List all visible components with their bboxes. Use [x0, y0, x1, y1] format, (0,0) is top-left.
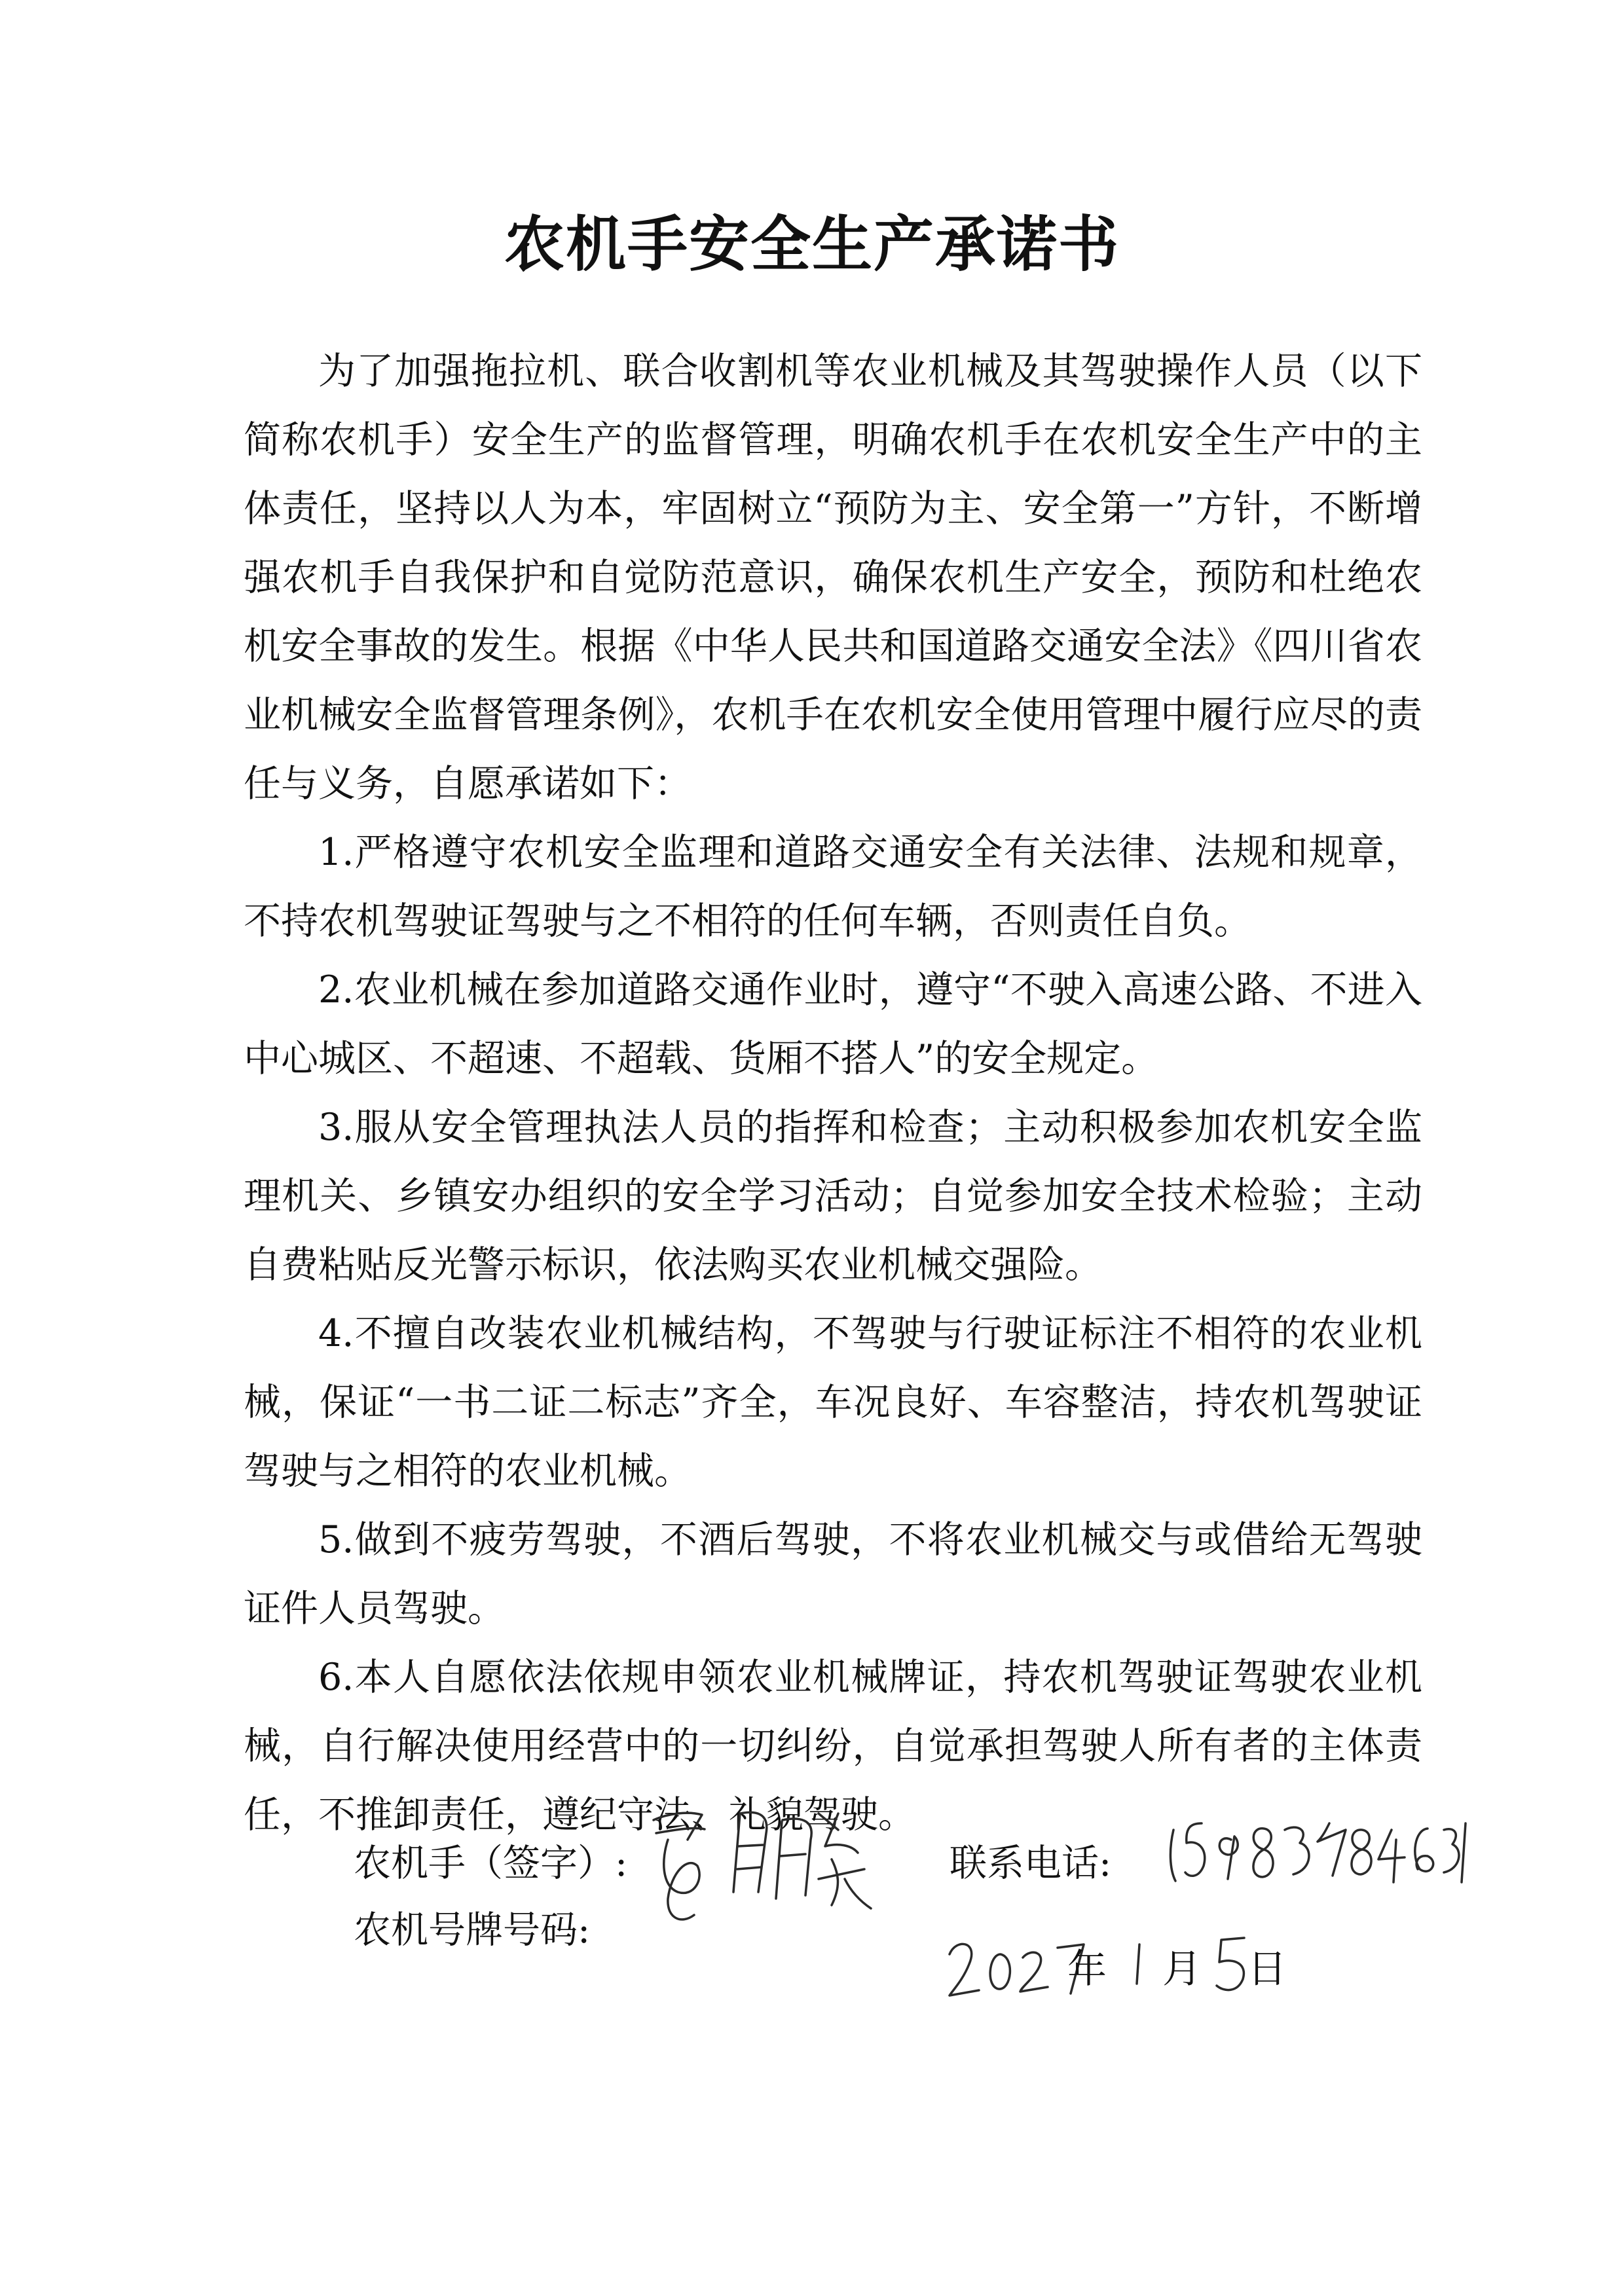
commitment-item-6: 6.本人自愿依法依规申领农业机械牌证，持农机驾驶证驾驶农业机械，自行解决使用经营中的一切纠纷，自觉承担驾驶人所有者的主体责任，不推卸责任，遵纪守法、礼貌驾驶。 — [244, 1656, 1422, 1836]
date-month-unit: 月 — [1162, 1946, 1202, 1992]
document-title: 农机手安全生产承诺书 — [504, 210, 1120, 280]
date-year-unit: 年 — [1067, 1946, 1107, 1992]
handwritten-day — [1205, 1922, 1264, 2000]
commitment-item-2: 2.农业机械在参加道路交通作业时，遵守“不驶入高速公路、不进入中心城区、不超速、不超载、货厢不搭人”的安全规定。 — [244, 968, 1422, 1080]
handwritten-year — [943, 1918, 1094, 2003]
commitment-item-4: 4.不擅自改装农业机械结构，不驾驶与行驶证标注不相符的农业机械，保证“一书二证二标志”齐全，车况良好、车容整洁，持农机驾驶证驾驶与之相符的农业机械。 — [244, 1312, 1422, 1493]
date-day-unit: 日 — [1247, 1946, 1287, 1992]
commitment-item-5: 5.做到不疲劳驾驶，不酒后驾驶，不将农业机械交与或借给无驾驶证件人员驾驶。 — [244, 1518, 1422, 1630]
plate-label: 农机号牌号码: — [354, 1908, 591, 1952]
commitment-item-3: 3.服从安全管理执法人员的指挥和检查；主动积极参加农机安全监理机关、乡镇安办组织的安全学习活动；自觉参加安全技术检验；主动自费粘贴反光警示标识，依法购买农业机械交强险。 — [244, 1106, 1422, 1286]
document-body — [244, 337, 1422, 1850]
handwritten-month — [1120, 1928, 1159, 2000]
phone-label: 联系电话: — [950, 1842, 1112, 1885]
commitment-item-1: 1.严格遵守农机安全监理和道路交通安全有关法律、法规和规章，不持农机驾驶证驾驶与之不相符的任何车辆，否则责任自负。 — [244, 831, 1422, 943]
intro-paragraph: 为了加强拖拉机、联合收割机等农业机械及其驾驶操作人员（以下简称农机手）安全生产的监督管理，明确农机手在农机安全生产中的主体责任，坚持以人为本，牢固树立“预防为主、安全第一”方针，不断增强农机手自我保护和自觉防范意识，确保农机生产安全，预防和杜绝农机安全事故的发生。根据《中华人民共和国道路交通安全法》《四川省农业机械安全监督管理条例》，农机手在农机安全使用管理中履行应尽的责任与义务，自愿承诺如下： — [244, 350, 1422, 805]
signer-label: 农机手（签字）: — [354, 1842, 628, 1885]
